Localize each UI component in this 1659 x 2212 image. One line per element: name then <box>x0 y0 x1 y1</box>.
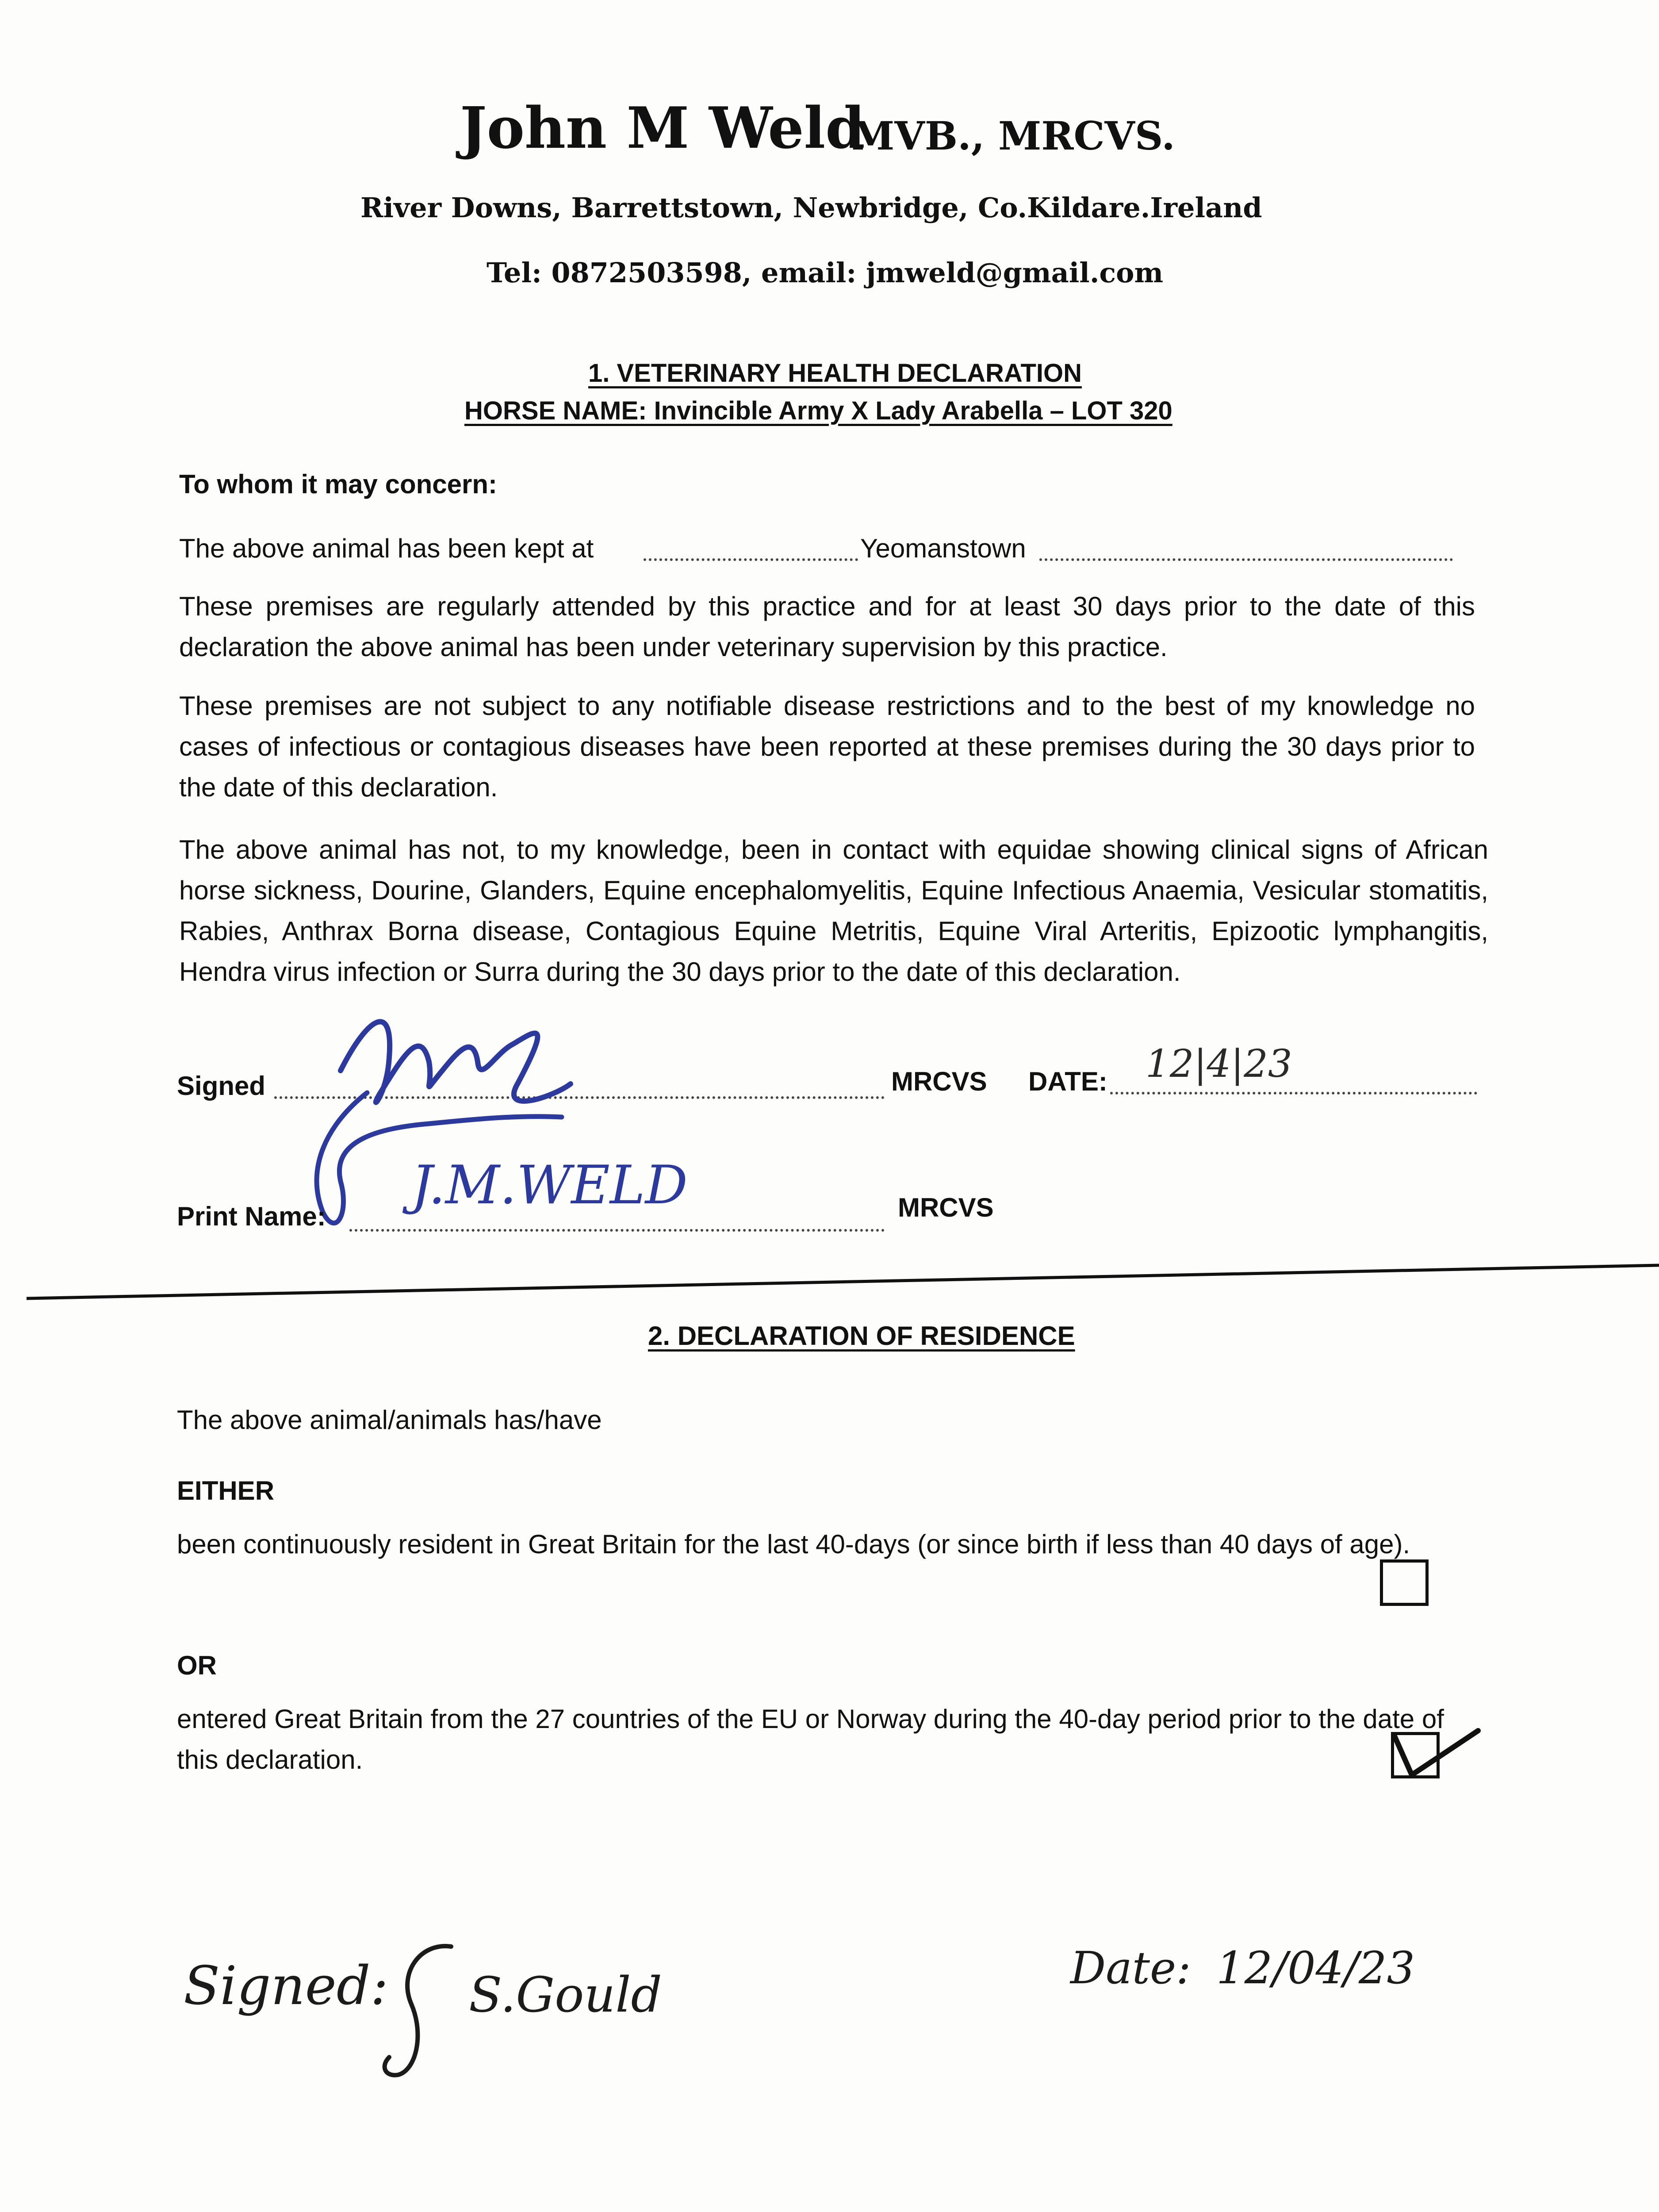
kept-at-value: Yeomanstown <box>860 534 1026 563</box>
or-label: OR <box>177 1651 217 1680</box>
section2-heading: 2. DECLARATION OF RESIDENCE <box>648 1321 1075 1351</box>
paragraph-no-contact: The above animal has not, to my knowledge, been in contact with equidae showing clinical signs of African horse sickness, Dourine, Glanders, Equine encephalomyelitis, Equine Infectious Anaemia, Vesicular stomatitis, Rabies, Anthrax Borna disease, Contagious Equine Metritis, Equine Viral Arteritis, Epizootic lymphangitis, Hendra virus infection or Surra during the 30 days prior to the date of this declaration. <box>179 835 1488 987</box>
either-label: EITHER <box>177 1476 275 1505</box>
practice-address: River Downs, Barrettstown, Newbridge, Co.Kildare.Ireland <box>360 192 1262 224</box>
option2-text: entered Great Britain from the 27 countries of the EU or Norway during the 40-day period prior to the date of this declaration. <box>177 1704 1444 1774</box>
option1-text: been continuously resident in Great Britain for the last 40-days (or since birth if less than 40 days of age). <box>177 1529 1410 1559</box>
horse-name-line: HORSE NAME: Invincible Army X Lady Arabella – LOT 320 <box>464 396 1172 425</box>
practitioner-qualifications: MVB., MRCVS. <box>851 113 1175 159</box>
checkmark-icon <box>1390 1717 1487 1788</box>
paragraph-supervision: These premises are regularly attended by this practice and for at least 30 days prior to the date of this declaration the above animal has been under veterinary supervision by this practice. <box>179 591 1475 662</box>
footer-signed-value: S.Gould <box>469 1966 662 2023</box>
footer-signature-flourish <box>380 1938 469 2088</box>
option2-checkbox[interactable] <box>1391 1732 1440 1778</box>
practice-contact: Tel: 0872503598, email: jmweld@gmail.com <box>487 257 1164 289</box>
practitioner-name: John M Weld <box>460 95 865 161</box>
option1-checkbox[interactable] <box>1380 1559 1429 1606</box>
paragraph-no-restrictions: These premises are not subject to any notifiable disease restrictions and to the best of my knowledge no cases of infectious or contagious diseases have been reported at these premises during the 30 days prior to the date of this declaration. <box>179 691 1475 802</box>
date-label: DATE: <box>1028 1067 1107 1096</box>
footer-date-value: 12/04/23 <box>1216 1942 1415 1994</box>
print-name-label: Print Name: <box>177 1202 326 1231</box>
kept-at-label: The above animal has been kept at <box>179 534 594 563</box>
footer-date-label: Date: <box>1070 1942 1191 1994</box>
footer-signed-label: Signed: <box>184 1955 388 2017</box>
residence-intro: The above animal/animals has/have <box>177 1405 602 1435</box>
print-name-value: J.M.WELD <box>411 1155 688 1216</box>
mrcvs-label-print: MRCVS <box>898 1193 994 1222</box>
date-value: 12|4|23 <box>1146 1042 1292 1086</box>
salutation: To whom it may concern: <box>179 469 497 499</box>
signed-label: Signed <box>177 1071 266 1101</box>
mrcvs-label-signed: MRCVS <box>891 1067 987 1096</box>
section1-heading: 1. VETERINARY HEALTH DECLARATION <box>588 359 1082 388</box>
